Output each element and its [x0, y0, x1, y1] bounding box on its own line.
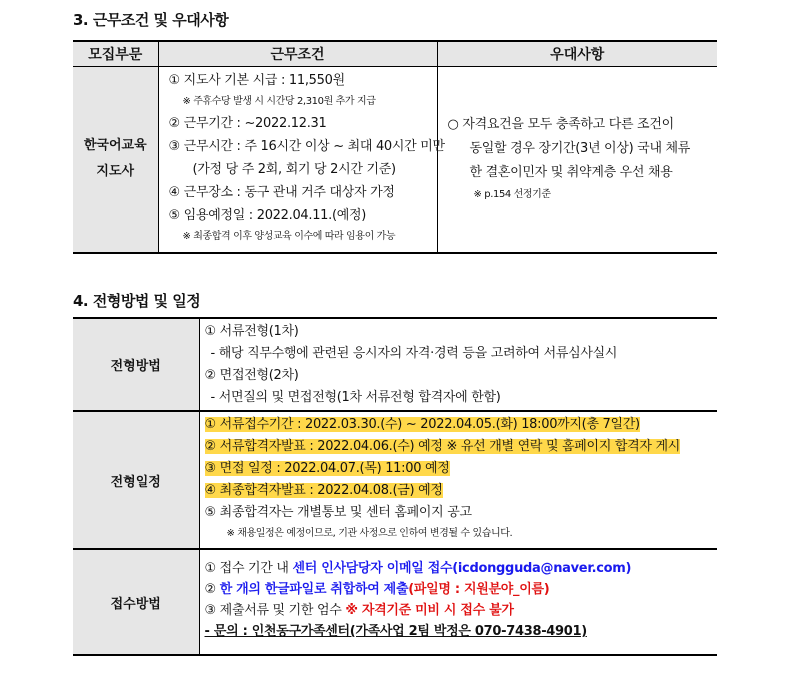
- method-line: ② 면접전형(2차): [204, 368, 299, 383]
- application-content: [199, 549, 717, 655]
- conditions-cell: [158, 66, 445, 253]
- preference-line: 한 결혼이민자 및 취약계층 우선 채용: [469, 165, 673, 181]
- condition-start-date: ⑤ 임용예정일 : 2022.04.11.(예정): [168, 207, 367, 223]
- method-line: - 서면질의 및 면접전형(1차 서류전형 합격자에 한함): [210, 390, 501, 405]
- table-header-row: [73, 41, 717, 66]
- condition-start-note: ※ 최종합격 이후 양성교육 이수에 따라 임용이 가능: [182, 230, 396, 242]
- position-cell: [73, 66, 158, 253]
- preference-line: ○ 자격요건을 모두 충족하고 다른 조건이: [447, 117, 674, 133]
- schedule-line-highlighted: ② 서류합격자발표 : 2022.04.06.(수) 예정 ※ 유선 개별 연락 및 홈페이지 합격자 게시: [204, 439, 681, 454]
- selection-schedule-table: [73, 317, 717, 656]
- application-warning: ※ 자격기준 미비 시 접수 불가: [345, 603, 514, 618]
- schedule-line-highlighted: ④ 최종합격자발표 : 2022.04.08.(금) 예정: [204, 483, 443, 498]
- condition-wage: ① 지도사 기본 시급 : 11,550원: [168, 72, 345, 88]
- method-content: [199, 318, 717, 411]
- section4-title: 4. 전형방법 및 일정: [73, 292, 201, 310]
- method-label: 전형방법: [73, 318, 199, 411]
- header-conditions: 근무조건: [158, 41, 437, 66]
- schedule-label: 전형일정: [73, 411, 199, 549]
- application-line-prefix: ②: [204, 582, 220, 597]
- condition-wage-note: ※ 주휴수당 발생 시 시간당 2,310원 추가 지급: [182, 95, 376, 107]
- schedule-note: ※ 채용일정은 예정이므로, 기관 사정으로 인하여 변경될 수 있습니다.: [226, 528, 513, 539]
- application-label: 접수방법: [73, 549, 199, 655]
- application-email: 센터 인사담당자 이메일 접수(icdongguda@naver.com): [292, 561, 632, 576]
- section3-title: 3. 근무조건 및 우대사항: [73, 11, 229, 29]
- application-file-instruction: 한 개의 한글파일로 취합하여 제출: [219, 582, 409, 597]
- table-row: [73, 318, 717, 411]
- schedule-line-highlighted: ③ 면접 일정 : 2022.04.07.(목) 11:00 예정: [204, 461, 450, 476]
- method-line: ① 서류전형(1차): [204, 324, 299, 339]
- condition-place: ④ 근무장소 : 동구 관내 거주 대상자 가정: [168, 184, 395, 200]
- table-row: [73, 411, 717, 549]
- position-line: 지도사: [96, 164, 135, 180]
- application-line-prefix: ① 접수 기간 내: [204, 561, 293, 576]
- header-recruit-field: 모집부문: [73, 41, 158, 66]
- position-line: 한국어교육: [83, 138, 147, 154]
- application-line-prefix: ③ 제출서류 및 기한 엄수: [204, 603, 346, 618]
- preference-note: ※ p.154 선정기준: [473, 189, 551, 201]
- work-conditions-table: [73, 40, 717, 254]
- table-row: [73, 66, 717, 253]
- header-preference: 우대사항: [437, 41, 717, 66]
- schedule-line: ⑤ 최종합격자는 개별통보 및 센터 홈페이지 공고: [204, 505, 472, 520]
- schedule-line-highlighted: ① 서류접수기간 : 2022.03.30.(수) ~ 2022.04.05.(화) 18:00까지(총 7일간): [204, 417, 640, 432]
- condition-period: ② 근무기간 : ~2022.12.31: [168, 115, 327, 131]
- application-file-name-rule: (파일명 : 지원분야_이름): [408, 582, 550, 597]
- preference-line: 동일할 경우 장기간(3년 이상) 국내 체류: [469, 141, 691, 157]
- preference-cell: [437, 66, 717, 253]
- condition-hours-detail: (가정 당 주 2회, 회기 당 2시간 기준): [192, 161, 396, 177]
- table-row: [73, 549, 717, 655]
- condition-hours: ③ 근무시간 : 주 16시간 이상 ~ 최대 40시간 미만: [168, 138, 445, 154]
- schedule-content: [199, 411, 717, 549]
- method-line: - 해당 직무수행에 관련된 응시자의 자격·경력 등을 고려하여 서류심사실시: [210, 346, 618, 361]
- application-contact: - 문의 : 인천동구가족센터(가족사업 2팀 박정은 070-7438-4901): [204, 624, 587, 639]
